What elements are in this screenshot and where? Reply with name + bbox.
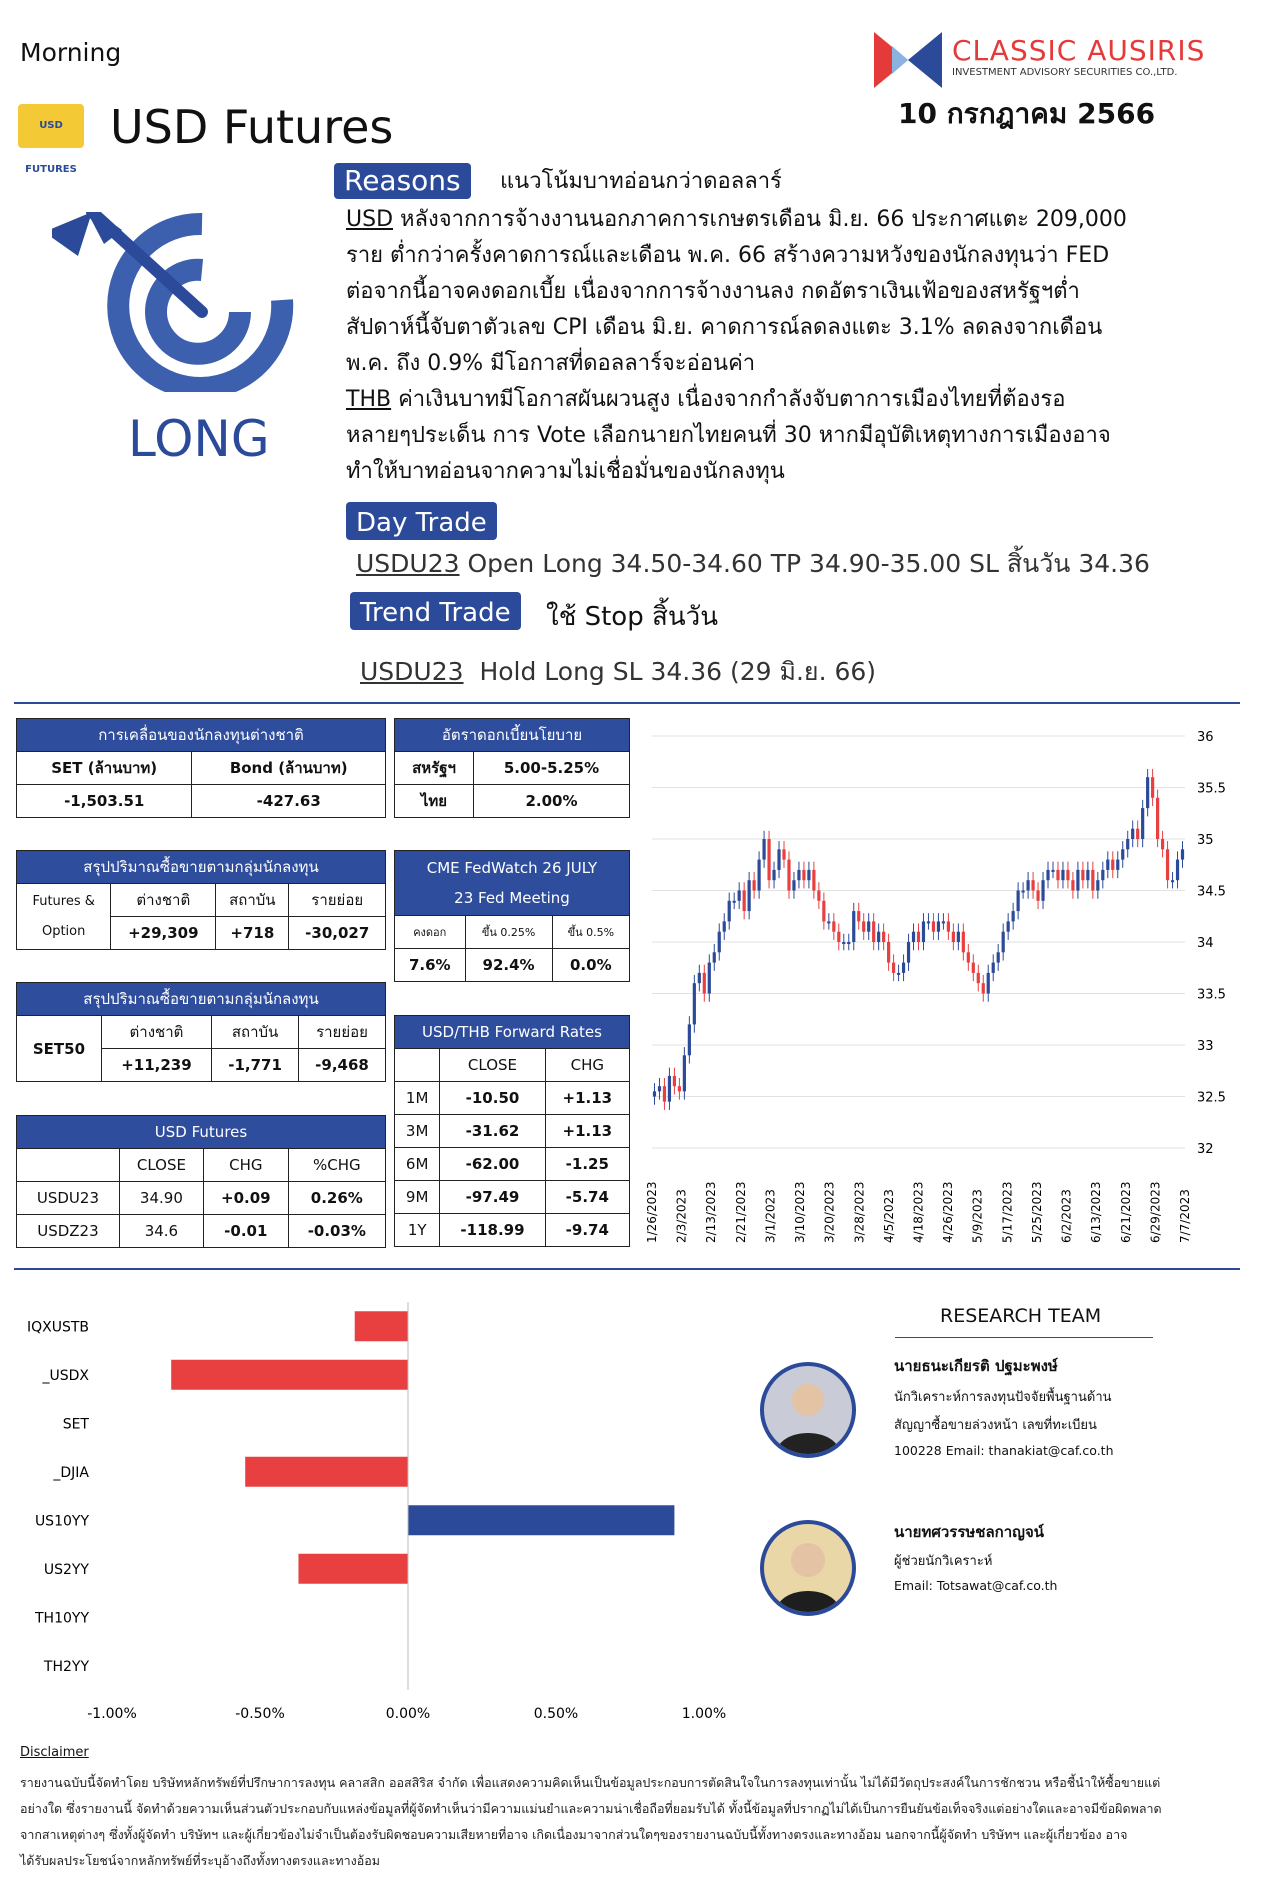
category-label: US10YY [34,1513,89,1530]
value-cell: 92.4% [465,949,552,982]
row-label-line: Option [41,923,86,939]
market-change-bar-chart [14,1290,734,1720]
x-tick-label: 6/13/2023 [1089,1181,1104,1243]
candle-body [957,932,960,942]
value-cell: -9,468 [299,1049,386,1082]
set50-row-label: SET50 [17,1016,102,1082]
candle-body [1126,839,1129,849]
analyst-name: นายธนะเกียรติ ปฐมะพงษ์ [894,1357,1058,1375]
header-cell: สถาบัน [216,884,289,917]
trend-trade-label: Trend Trade [350,592,521,630]
forward-rates-title: USD/THB Forward Rates [395,1016,630,1049]
header-cell: ต่างชาติ [101,1016,211,1049]
x-tick-label: 4/26/2023 [941,1181,956,1243]
candle-body [1111,860,1114,870]
candle-body [1022,891,1025,893]
candle-body [977,973,980,983]
disclaimer-title: Disclaimer [20,1745,89,1760]
x-tick-label: 2/21/2023 [733,1181,748,1243]
header-cell: ต่างชาติ [111,884,216,917]
candle-body [867,921,870,931]
y-tick-label: 33.5 [1197,987,1226,1003]
candle-body [668,1076,671,1102]
candle-body [743,891,746,912]
candle-body [703,973,706,994]
candle-body [757,860,760,891]
tenor-cell: 1M [395,1082,440,1115]
category-label: US2YY [43,1561,89,1578]
header-cell: %CHG [288,1149,385,1182]
chg-cell: -0.01 [203,1215,288,1248]
usd-futures-title: USD Futures [17,1116,386,1149]
value-cell: -1,771 [212,1049,299,1082]
foreign-flow-table [16,718,386,818]
analyst-role: สัญญาซื้อขายล่วงหน้า เลขที่ทะเบียน [894,1418,1097,1433]
candle-body [837,932,840,942]
set50-flow-title: สรุปปริมาณซื้อขายตามกลุ่มนักลงทุน [17,983,386,1016]
candle-body [1056,870,1059,880]
candle-body [1151,777,1154,798]
y-tick-label: 32 [1197,1142,1214,1157]
close-cell: -118.99 [440,1214,545,1247]
value-cell: 7.6% [395,949,466,982]
candle-body [777,849,780,870]
candle-body [832,921,835,931]
bar [171,1360,408,1390]
close-cell: 34.6 [119,1215,203,1248]
tenor-cell: 3M [395,1115,440,1148]
x-tick-label: 2/3/2023 [674,1189,689,1243]
candle-body [797,870,800,880]
candle-body [1091,870,1094,891]
candle-body [937,921,940,931]
policy-rate-table [394,718,630,818]
candle-body [1031,880,1034,890]
analyst-role: นักวิเคราะห์การลงทุนปัจจัยพื้นฐานด้าน [894,1390,1112,1405]
thb-line: ทำให้บาทอ่อนจากความไม่เชื่อมั่นของนักลงทุน [346,459,785,484]
candle-body [872,921,875,942]
candle-body [842,942,845,944]
fedwatch-table [394,850,630,982]
bar [355,1311,408,1341]
header-cell: รายย่อย [299,1016,386,1049]
candle-body [917,932,920,942]
fedwatch-title-line: CME FedWatch 26 JULY [426,859,598,877]
futures-flow-table [16,850,386,950]
y-tick-label: 34.5 [1197,884,1226,900]
chg-cell: -9.74 [545,1214,629,1247]
candle-body [738,891,741,901]
contract-cell: USDU23 [17,1182,120,1215]
candle-body [907,942,910,963]
candle-body [1176,860,1179,881]
candle-body [982,983,985,993]
candle-body [857,911,860,921]
header-cell: CLOSE [119,1149,203,1182]
header-cell: ขึ้น 0.5% [552,916,629,949]
close-cell: -97.49 [440,1181,545,1214]
futures-flow-title: สรุปปริมาณซื้อขายตามกลุ่มนักลงทุน [17,851,386,884]
candle-body [1076,870,1079,891]
candle-body [1051,870,1054,872]
candle-body [787,860,790,891]
candle-body [807,870,810,880]
usdthb-candlestick-chart [640,718,1250,1248]
reasons-headline: แนวโน้มบาทอ่อนกว่าดอลลาร์ [500,169,782,194]
candle-body [802,870,805,880]
y-tick-label: 34 [1197,936,1214,951]
x-tick-label: 6/2/2023 [1059,1189,1074,1243]
brand-sub: INVESTMENT ADVISORY SECURITIES CO.,LTD. [952,67,1178,78]
candle-body [782,849,785,859]
value-cell: -1,503.51 [17,785,192,818]
candle-body [748,880,751,911]
candle-body [852,911,855,942]
trend-trade-contract: USDU23 [360,657,464,686]
candle-body [882,932,885,942]
target-icon [52,212,302,392]
fedwatch-title [395,851,630,916]
candle-body [1071,880,1074,890]
research-title-underline [895,1337,1153,1338]
candle-body [658,1086,661,1091]
tenor-cell: 9M [395,1181,440,1214]
report-edition: Morning [20,38,122,67]
disclaimer-line: รายงานฉบับนี้จัดทำโดย บริษัทหลักทรัพย์ที่ปรึกษาการลงทุน คลาสสิก ออสสิริส จำกัด เพื่อแสดงความคิดเห็นเป็นข้อมูลประกอบการตัดสินใจในการลงทุนเท่านั้น ไม่ได้มีวัตถุประสงค์ในการชักชวน หรือชี้นำให้ซื้อขายแต่ [20,1775,1161,1790]
candle-body [942,921,945,923]
candle-body [708,963,711,994]
value-cell: -427.63 [192,785,386,818]
x-tick-label: -0.50% [235,1706,285,1720]
candle-body [653,1091,656,1096]
x-tick-label: 3/10/2023 [793,1181,808,1243]
brand-name: CLASSIC AUSIRIS [952,34,1206,67]
brand-logo [872,24,944,96]
candle-body [718,932,721,953]
policy-rate-title: อัตราดอกเบี้ยนโยบาย [395,719,630,752]
candle-body [1026,880,1029,890]
candle-body [967,952,970,962]
candle-body [932,921,935,931]
thb-tag: THB [346,387,392,412]
usd-line: หลังจากการจ้างงานนอกภาคการเกษตรเดือน มิ.ย. 66 ประกาศแตะ 209,000 [400,207,1127,232]
candle-body [728,901,731,922]
chg-cell: +0.09 [203,1182,288,1215]
candle-body [1181,849,1184,859]
candle-body [1131,829,1134,839]
candle-body [1086,870,1089,880]
candle-body [683,1055,686,1091]
tenor-cell: 6M [395,1148,440,1181]
value-cell: +718 [216,917,289,950]
header-cell: คงดอก [395,916,466,949]
page-title: USD Futures [110,100,394,154]
candle-body [693,983,696,1024]
x-tick-label: 0.50% [533,1706,579,1720]
header-cell: SET (ล้านบาท) [17,752,192,785]
candle-body [992,963,995,973]
candle-body [1007,921,1010,931]
header-cell: ขึ้น 0.25% [465,916,552,949]
candle-body [673,1076,676,1086]
x-tick-label: 3/28/2023 [852,1181,867,1243]
avatar [760,1520,856,1616]
reasons-label: Reasons [334,163,471,199]
x-tick-label: -1.00% [87,1706,137,1720]
candle-body [812,870,815,891]
y-tick-label: 33 [1197,1039,1214,1054]
x-tick-label: 5/17/2023 [1000,1181,1015,1243]
candle-body [733,901,736,903]
value-cell: +29,309 [111,917,216,950]
trend-trade-detail: Hold Long SL 34.36 (29 มิ.ย. 66) [479,657,877,686]
close-cell: -62.00 [440,1148,545,1181]
category-label: TH2YY [43,1658,89,1675]
day-trade-detail: Open Long 34.50-34.60 TP 34.90-35.00 SL สิ้นวัน 34.36 [467,549,1150,578]
avatar [760,1362,856,1458]
usd-futures-logo: USD FUTURES [18,104,84,148]
fedwatch-title-line: 23 Fed Meeting [454,889,570,907]
x-tick-label: 4/18/2023 [911,1181,926,1243]
candle-body [1017,891,1020,912]
category-label: SET [62,1416,89,1433]
candle-body [827,921,830,923]
candle-body [1101,870,1104,880]
header-cell: รายย่อย [289,884,386,917]
candle-body [1116,860,1119,870]
chg-cell: +1.13 [545,1115,629,1148]
candle-body [952,932,955,942]
x-tick-label: 2/13/2023 [704,1181,719,1243]
candle-body [1121,849,1124,859]
candle-body [1166,849,1169,880]
chg-cell: -1.25 [545,1148,629,1181]
close-cell: 34.90 [119,1182,203,1215]
signal-label: LONG [128,410,270,468]
candle-body [962,932,965,953]
research-team-title: RESEARCH TEAM [940,1305,1102,1327]
candle-body [987,973,990,994]
report-date: 10 กรกฎาคม 2566 [898,97,1156,130]
candle-body [817,891,820,901]
set50-flow-table [16,982,386,1082]
usd-line: สัปดาห์นี้จับตาตัวเลข CPI เดือน มิ.ย. คาดการณ์ลดลงแตะ 3.1% ลดลงจากเดือน [346,315,1103,340]
candle-body [822,901,825,922]
x-tick-label: 0.00% [385,1706,431,1720]
divider [14,1268,1240,1270]
candle-body [1036,891,1039,901]
value-cell: 0.0% [552,949,629,982]
person-icon [764,1524,852,1612]
disclaimer-body [20,1770,1250,1874]
usd-futures-table [16,1115,386,1248]
row-label-line: Futures & [32,893,95,909]
analyst-name: นายทศวรรษชลกาญจน์ [894,1523,1044,1541]
header-cell: CLOSE [440,1049,545,1082]
reasons-usd-block [346,202,1226,490]
candle-body [997,952,1000,962]
x-tick-label: 1.00% [681,1706,727,1720]
x-tick-label: 3/1/2023 [763,1189,778,1243]
rate-value: 2.00% [474,785,630,818]
usd-tag: USD [346,207,394,232]
candle-body [678,1086,681,1091]
disclaimer-line: ได้รับผลประโยชน์จากหลักทรัพย์ที่ระบุอ้างถึงทั้งทางตรงและทางอ้อม [20,1853,380,1868]
candle-body [972,963,975,973]
x-tick-label: 5/25/2023 [1029,1181,1044,1243]
x-tick-label: 6/29/2023 [1148,1181,1163,1243]
rate-value: 5.00-5.25% [474,752,630,785]
analyst-contact: 100228 Email: thanakiat@caf.co.th [894,1443,1114,1458]
header-cell: สถาบัน [212,1016,299,1049]
candle-body [1156,798,1159,839]
candle-body [912,932,915,942]
chg-cell: -5.74 [545,1181,629,1214]
candle-body [792,880,795,890]
day-trade-label: Day Trade [346,502,497,540]
disclaimer-line: จากสาเหตุต่างๆ ซึ่งทั้งผู้จัดทำ บริษัทฯ และผู้เกี่ยวข้องไม่จำเป็นต้องรับผิดชอบความเสียหายที่อาจ เกิดเนื่องมาจากส่วนใดๆของรายงานฉบับนี้ทั้งทางตรงและทางอ้อม นอกจากนี้ผู้จัดทำ บริษัทฯ และผู้เกี่ยวข้อง อาจ [20,1827,1128,1842]
candle-body [1146,777,1149,808]
candle-body [1041,880,1044,901]
day-trade-text [356,544,1150,584]
foreign-flow-title: การเคลื่อนของนักลงทุนต่างชาติ [17,719,386,752]
divider [14,702,1240,704]
candle-body [1106,860,1109,870]
close-cell: -10.50 [440,1082,545,1115]
candle-body [922,921,925,942]
candle-body [1081,870,1084,880]
x-tick-label: 3/20/2023 [822,1181,837,1243]
header-cell: CHG [203,1149,288,1182]
candle-body [772,870,775,880]
y-tick-label: 35.5 [1197,781,1226,797]
category-label: IQXUSTB [26,1319,89,1336]
disclaimer-line: อย่างใด ซึ่งรายงานนี้ จัดทำด้วยความเห็นส่วนตัวประกอบกับแหล่งข้อมูลที่ผู้จัดทำเห็นว่ามีความแม่นยำและความน่าเชื่อถือที่ยอมรับได้ ทั้งนี้ข้อมูลที่ปรากฏไม่ได้เป็นการยืนยันข้อเท็จจริงแต่อย่างใดและอาจมีข้อผิดพลาด [20,1801,1162,1816]
candle-body [947,921,950,931]
bar [245,1457,408,1487]
usd-line: ต่อจากนี้อาจคงดอกเบี้ย เนื่องจากการจ้างงานลง กดอัตราเงินเฟ้อของสหรัฐฯต่ำ [346,279,1080,304]
x-tick-label: 7/7/2023 [1178,1189,1192,1243]
candle-body [1136,829,1139,839]
candle-body [1061,870,1064,880]
pct-cell: 0.26% [288,1182,385,1215]
header-cell: Bond (ล้านบาท) [192,752,386,785]
value-cell: -30,027 [289,917,386,950]
analyst-contact: Email: Totsawat@caf.co.th [894,1578,1058,1593]
pct-cell: -0.03% [288,1215,385,1248]
day-trade-contract: USDU23 [356,549,460,578]
candle-body [862,921,865,931]
candle-body [877,932,880,942]
candle-body [1046,870,1049,880]
category-label: _USDX [42,1367,89,1384]
rate-label: สหรัฐฯ [395,752,474,785]
trend-trade-text [360,652,876,692]
candle-body [897,973,900,975]
usd-line: ราย ต่ำกว่าครั้งคาดการณ์และเดือน พ.ค. 66 สร้างความหวังของนักลงทุนว่า FED [346,243,1110,268]
candle-body [688,1024,691,1055]
candle-body [723,921,726,931]
candle-body [698,973,701,983]
candle-body [1096,880,1099,890]
candle-body [753,880,756,890]
person-icon [764,1366,852,1454]
candle-body [1171,880,1174,882]
candle-body [927,921,930,923]
usd-line: พ.ค. ถึง 0.9% มีโอกาสที่ดอลลาร์จะอ่อนค่า [346,351,756,376]
thb-line: หลายๆประเด็น การ Vote เลือกนายกไทยคนที่ 30 หากมีอุบัติเหตุทางการเมืองอาจ [346,423,1111,448]
candle-body [1002,932,1005,953]
x-tick-label: 6/21/2023 [1118,1181,1133,1243]
contract-cell: USDZ23 [17,1215,120,1248]
candle-body [767,839,770,880]
chg-cell: +1.13 [545,1082,629,1115]
forward-rates-table [394,1015,630,1247]
thb-line: ค่าเงินบาทมีโอกาสผันผวนสูง เนื่องจากกำลังจับตาการเมืองไทยที่ต้องรอ [398,387,1066,412]
close-cell: -31.62 [440,1115,545,1148]
candle-body [1012,911,1015,921]
header-cell: CHG [545,1049,629,1082]
candle-body [847,942,850,944]
bar [298,1554,408,1584]
value-cell: +11,239 [101,1049,211,1082]
candle-body [663,1086,666,1101]
bar [408,1505,674,1535]
candle-body [1141,808,1144,839]
candle-body [887,942,890,963]
x-tick-label: 4/5/2023 [881,1189,896,1243]
analyst-role: ผู้ช่วยนักวิเคราะห์ [894,1554,993,1569]
candle-body [892,963,895,973]
category-label: TH10YY [35,1610,89,1627]
rate-label: ไทย [395,785,474,818]
x-tick-label: 5/9/2023 [970,1189,985,1243]
candle-body [713,952,716,962]
y-tick-label: 32.5 [1197,1090,1226,1106]
y-tick-label: 35 [1197,833,1214,848]
trend-trade-note: ใช้ Stop สิ้นวัน [546,602,718,632]
futures-flow-row-label [17,884,111,950]
candle-body [1066,870,1069,880]
y-tick-label: 36 [1197,730,1214,745]
blank-cell [17,1149,120,1182]
tenor-cell: 1Y [395,1214,440,1247]
candle-body [762,839,765,860]
candle-body [1161,839,1164,849]
x-tick-label: 1/26/2023 [645,1181,659,1243]
blank-cell [395,1049,440,1082]
category-label: _DJIA [53,1464,89,1481]
candle-body [902,963,905,973]
